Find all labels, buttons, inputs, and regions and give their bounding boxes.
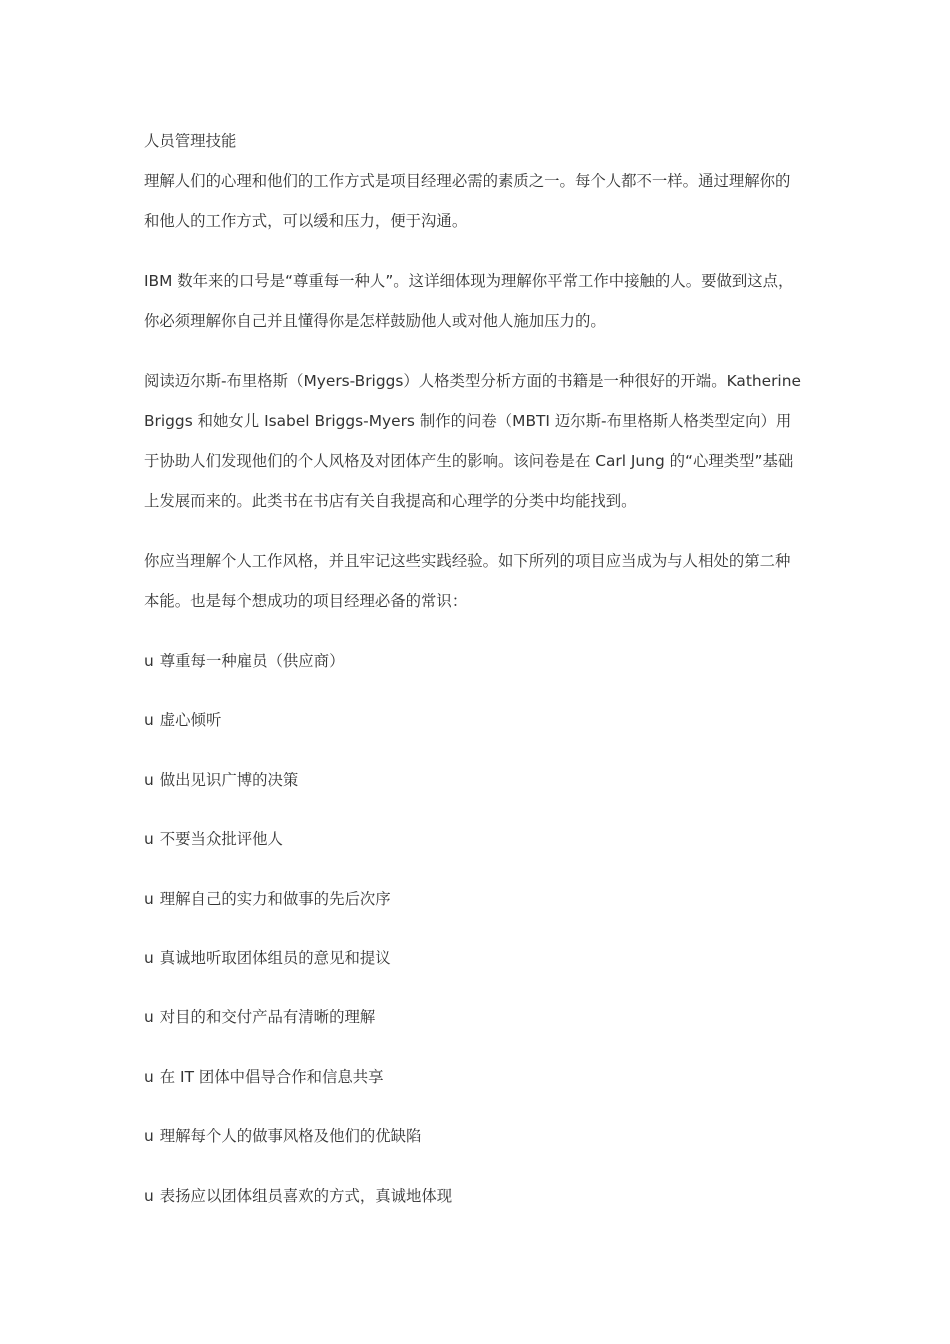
- list-item-text: 在 IT 团体中倡导合作和信息共享: [159, 1067, 384, 1086]
- list-item-text: 真诚地听取团体组员的意见和提议: [159, 948, 391, 967]
- list-item: [144, 1176, 804, 1216]
- bullet-marker: u: [144, 652, 154, 670]
- list-item-text: 理解自己的实力和做事的先后次序: [159, 889, 391, 908]
- bullet-marker: u: [144, 1127, 154, 1146]
- practice-list: [144, 641, 804, 1216]
- list-item: [144, 700, 804, 740]
- list-item: [144, 760, 804, 800]
- list-item-text: 理解每个人的做事风格及他们的优缺陷: [159, 1127, 422, 1146]
- list-item-text: 虚心倾听: [159, 711, 222, 730]
- list-item: [144, 997, 804, 1037]
- bullet-marker: u: [144, 770, 154, 789]
- list-item: [144, 819, 804, 859]
- list-item: [144, 1116, 804, 1156]
- list-item: [144, 938, 804, 978]
- list-item-text: 对目的和交付产品有清晰的理解: [159, 1008, 376, 1027]
- document-body: [144, 121, 804, 1235]
- list-item-text: 做出见识广博的决策: [159, 770, 299, 789]
- list-item: [144, 641, 804, 681]
- bullet-marker: u: [144, 948, 154, 967]
- bullet-marker: u: [144, 889, 154, 908]
- bullet-marker: u: [144, 1067, 154, 1086]
- bullet-marker: u: [144, 830, 154, 849]
- paragraph-people-psychology: 理解人们的心理和他们的工作方式是项目经理必需的素质之一。每个人都不一样。通过理解你的和他人的工作方式，可以缓和压力，便于沟通。: [144, 172, 791, 230]
- list-item: [144, 1057, 804, 1097]
- section-heading: 人员管理技能: [144, 132, 237, 150]
- list-item: [144, 879, 804, 919]
- list-item-text: 表扬应以团体组员喜欢的方式，真诚地体现: [159, 1186, 453, 1205]
- bullet-marker: u: [144, 1186, 154, 1205]
- paragraph-myers-briggs: 阅读迈尔斯-布里格斯（Myers-Briggs）人格类型分析方面的书籍是一种很好的开端。Katherine Briggs 和她女儿 Isabel Briggs-Myers 制作的问卷（MBTI 迈尔斯-布里格斯人格类型定向）用于协助人们发现他们的个人风格及对团体产生的影响。该问卷是在 Carl Jung 的“心理类型”基础上发展而来的。此类书在书店有关自我提高和心理学的分类中均能找到。: [144, 372, 801, 510]
- bullet-marker: u: [144, 1008, 154, 1027]
- list-item-text: 尊重每一种雇员（供应商）: [159, 652, 345, 670]
- bullet-marker: u: [144, 711, 154, 730]
- paragraph-work-style: 你应当理解个人工作风格，并且牢记这些实践经验。如下所列的项目应当成为与人相处的第二种本能。也是每个想成功的项目经理必备的常识：: [144, 552, 791, 610]
- paragraph-ibm-slogan: IBM 数年来的口号是“尊重每一种人”。这详细体现为理解你平常工作中接触的人。要做到这点，你必须理解你自己并且懂得你是怎样鼓励他人或对他人施加压力的。: [144, 272, 794, 330]
- list-item-text: 不要当众批评他人: [159, 830, 283, 849]
